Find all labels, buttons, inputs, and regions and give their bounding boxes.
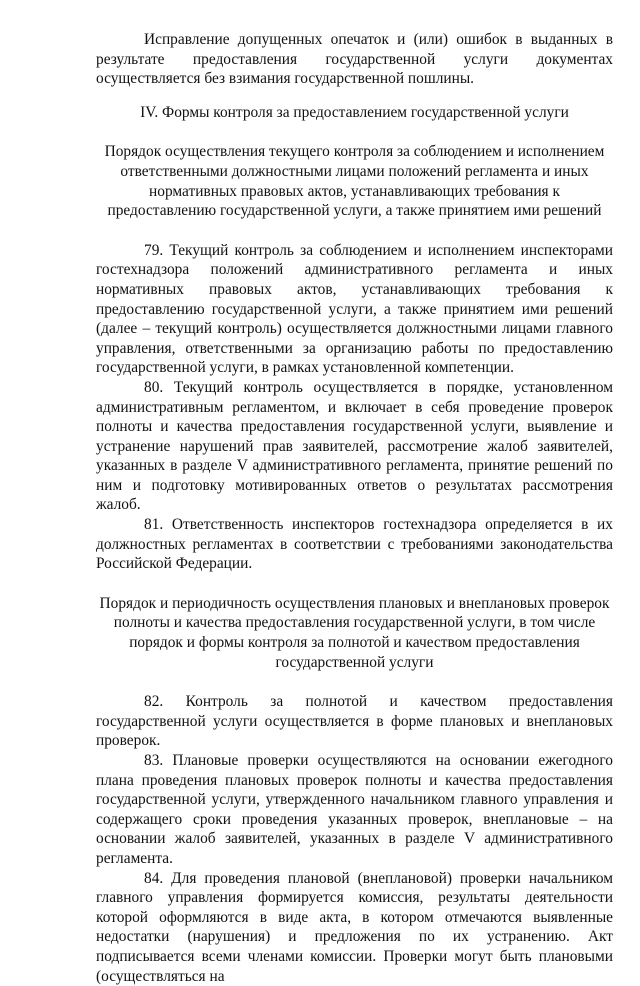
paragraph-81: 81. Ответственность инспекторов гостехнадзора определяется в их должностных регламентах в соответствии с требованиями законодательства Российской Федерации. (96, 516, 613, 573)
paragraph-84: 84. Для проведения плановой (внеплановой) проверки начальником главного управления формируется комиссия, результаты деятельности которой оформляются в виде акта, в котором отмечаются выявленные недостатки (нарушения) и предложения по их устранению. Акт подписывается всеми членами комиссии. Проверки могут быть плановыми (осуществляться на (96, 869, 613, 985)
paragraph-intro: Исправление допущенных опечаток и (или) ошибок в выданных в результате предоставления государственной услуги документах осуществляется без взимания государственной пошлины. (96, 31, 613, 88)
paragraph-80: 80. Текущий контроль осуществляется в порядке, установленном административным регламентом, и включает в себя проведение проверок полноты и качества предоставления государственной услуги, выявление и устранение нарушений прав заявителей, рассмотрение жалоб заявителей, указанных в разделе V административного регламента, принятие решений по ним и подготовку мотивированных ответов о результатах рассмотрения жалоб. (96, 378, 613, 514)
section-iv-title: IV. Формы контроля за предоставлением государственной услуги (140, 103, 569, 121)
paragraph-79: 79. Текущий контроль за соблюдением и исполнением инспекторами гостехнадзора положений административного регламента и иных нормативных правовых актов, устанавливающих требования к предоставлению государственной услуги, а также принятием ими решений (далее – текущий контроль) осуществляется должностными лицами главного управления, ответственными за организацию работы по предоставлению государственной услуги, в рамках установленной компетенции. (96, 241, 613, 377)
subheading-current-control: Порядок осуществления текущего контроля за соблюдением и исполнением ответственными должностными лицами положений регламента и иных нормативных правовых актов, устанавливающих требования к предоставлению государственной услуги, а также принятием ими решений (104, 143, 605, 220)
paragraph-82: 82. Контроль за полнотой и качеством предоставления государственной услуги осуществляется в форме плановых и внеплановых проверок. (96, 693, 613, 750)
subheading-inspections: Порядок и периодичность осуществления плановых и внеплановых проверок полноты и качества предоставления государственной услуги, в том числе порядок и формы контроля за полнотой и качеством предоставления государственной услуги (99, 594, 610, 671)
paragraph-83: 83. Плановые проверки осуществляются на основании ежегодного плана проведения плановых проверок полноты и качества предоставления государственной услуги, утвержденного начальником главного управления и содержащего сроки проведения указанных проверок, внеплановые – на основании жалоб заявителей, указанных в разделе V административного регламента. (96, 752, 613, 867)
